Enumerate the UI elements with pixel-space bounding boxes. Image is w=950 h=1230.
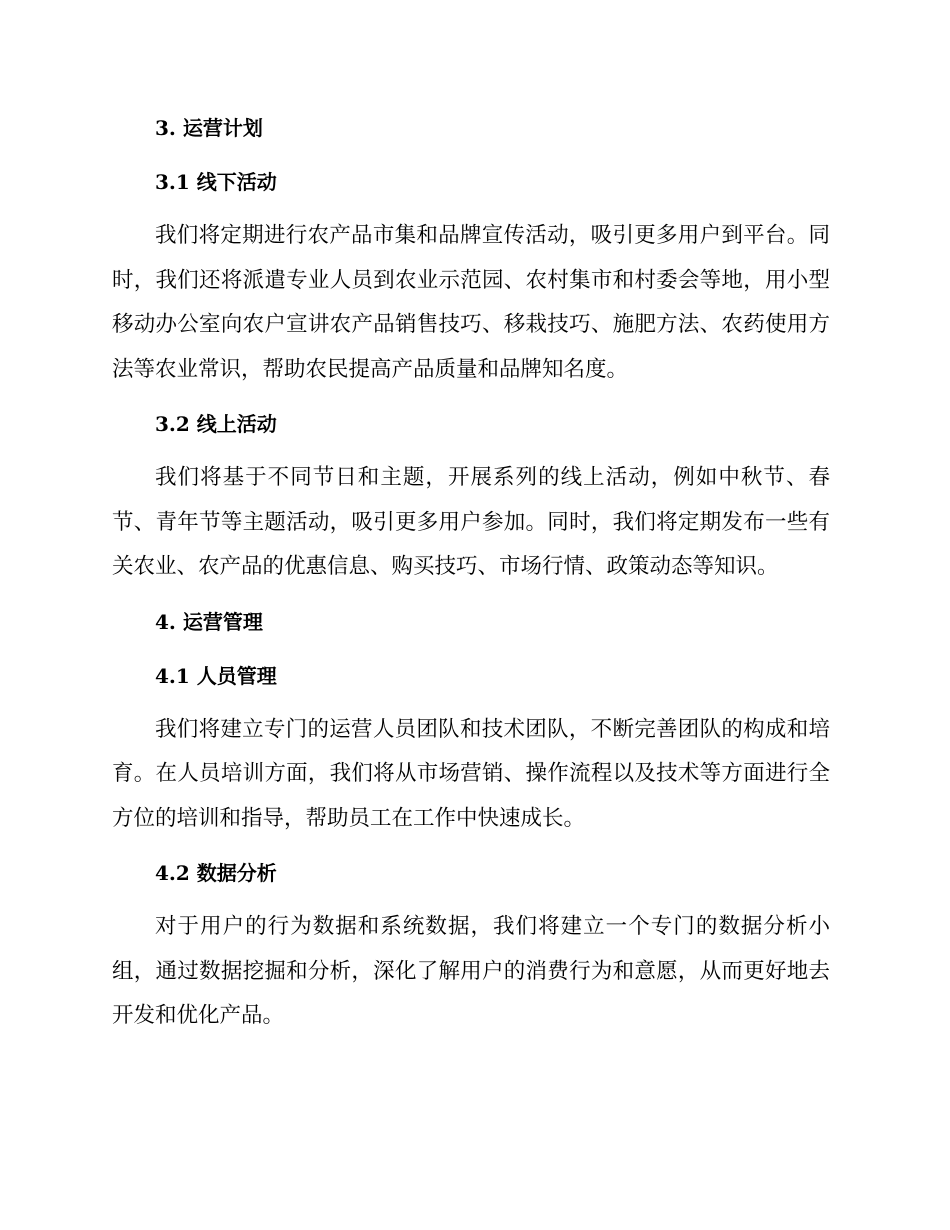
subsection-heading-3-2: 3.2 线上活动 (155, 412, 277, 436)
subsection-heading-4-2: 4.2 数据分析 (155, 861, 277, 885)
subsection-heading-4-1: 4.1 人员管理 (155, 663, 277, 688)
section-heading-4: 4. 运营管理 (155, 609, 263, 634)
section-heading-3: 3. 运营计划 (155, 116, 263, 140)
paragraph-personnel-management: 我们将建立专门的运营人员团队和技术团队，不断完善团队的构成和培育。在人员培训方面，我们将从市场营销、操作流程以及技术等方面进行全方位的培训和指导，帮助员工在工作中快速成长。 (112, 716, 830, 831)
paragraph-offline-activities: 我们将定期进行农产品市集和品牌宣传活动，吸引更多用户到平台。同时，我们还将派遣专业人员到农业示范园、农村集市和村委会等地，用小型移动办公室向农户宣讲农产品销售技巧、移栽技巧、施肥方法、农药使用方法等农业常识，帮助农民提高产品质量和品牌知名度。 (112, 223, 830, 382)
document-body (112, 106, 830, 1049)
paragraph-data-analysis: 对于用户的行为数据和系统数据，我们将建立一个专门的数据分析小组，通过数据挖掘和分析，深化了解用户的消费行为和意愿，从而更好地去开发和优化产品。 (112, 914, 830, 1028)
subsection-heading-3-1: 3.1 线下活动 (155, 170, 277, 194)
paragraph-online-activities: 我们将基于不同节日和主题，开展系列的线上活动，例如中秋节、春节、青年节等主题活动，吸引更多用户参加。同时，我们将定期发布一些有关农业、农产品的优惠信息、购买技巧、市场行情、政策动态等知识。 (112, 465, 830, 579)
